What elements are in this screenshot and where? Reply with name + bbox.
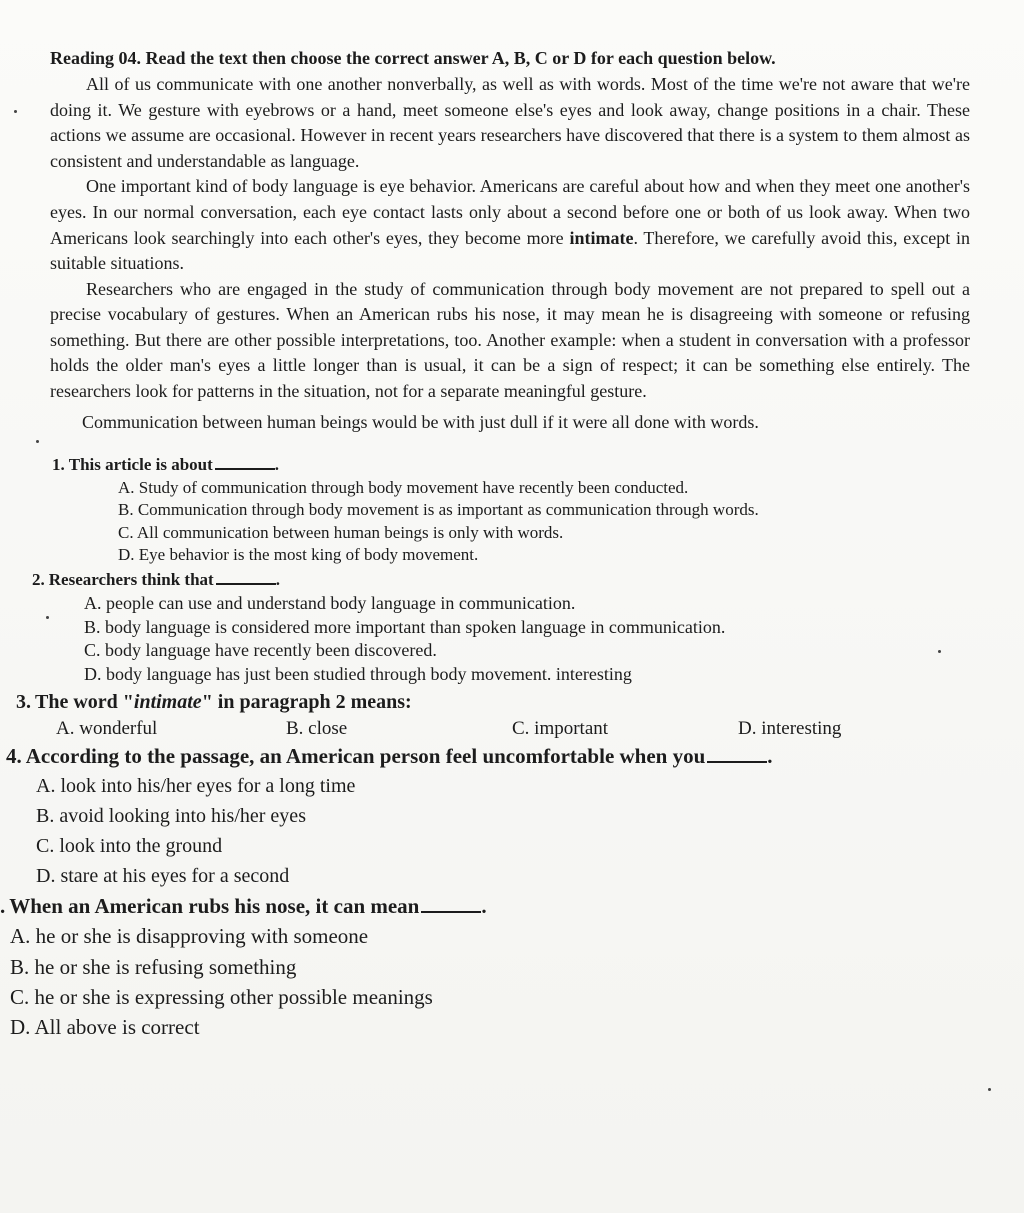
question-5-prompt xyxy=(0,893,970,921)
question-number: 1. xyxy=(52,454,65,474)
question-1 xyxy=(52,454,970,567)
question-3 xyxy=(16,689,970,741)
highlighted-word-intimate: intimate xyxy=(569,227,634,248)
option-a[interactable]: A. people can use and understand body language in communication. xyxy=(84,592,576,613)
passage-paragraph-4: Communication between human beings would be with just dull if it were all done with words. xyxy=(82,412,759,433)
question-4 xyxy=(6,743,970,891)
question-text: When an American rubs his nose, it can mean xyxy=(9,894,420,919)
question-end: . xyxy=(481,894,487,919)
question-number: 3. xyxy=(16,691,31,714)
answer-blank[interactable] xyxy=(215,454,275,470)
question-3-prompt xyxy=(16,689,970,716)
option-d[interactable]: D. Eye behavior is the most king of body movement. xyxy=(118,545,479,565)
option-a[interactable]: A. look into his/her eyes for a long time xyxy=(36,775,356,798)
option-d[interactable]: D. interesting xyxy=(738,717,842,739)
option-b[interactable]: B. Communication through body movement is as important as communication through words. xyxy=(118,500,759,520)
option-c[interactable]: C. important xyxy=(512,717,609,739)
question-2-options xyxy=(32,592,970,688)
option-b[interactable]: B. close xyxy=(286,717,348,739)
question-1-options xyxy=(52,477,970,567)
option-c[interactable]: C. All communication between human beings is only with words. xyxy=(118,522,564,542)
question-5 xyxy=(0,893,970,1043)
question-1-prompt xyxy=(52,454,970,477)
option-c[interactable]: C. look into the ground xyxy=(36,835,223,858)
option-b[interactable]: B. he or she is refusing something xyxy=(10,954,297,979)
answer-blank[interactable] xyxy=(216,569,276,585)
question-text: The word " xyxy=(35,691,134,714)
scan-speck xyxy=(14,110,17,113)
question-2 xyxy=(32,569,970,687)
passage-paragraph-3: Researchers who are engaged in the study of communication through body movement are not prepared to spell out a precise vocabulary of gestures. When an American rubs his nose, it may mean he is disagreeing with someone or refusing something. But there are other possible interpretations, too. Another example: when a student in conversation with a professor holds the older man's eyes a little longer than is usual, it can be a sign of respect; it can be something else entirely. The researchers look for patterns in the situation, not for a separate meaningful gesture. xyxy=(50,278,970,401)
option-a[interactable]: A. he or she is disapproving with someone xyxy=(10,924,369,949)
question-keyword: intimate xyxy=(133,691,202,714)
passage-paragraph-1: All of us communicate with one another nonverbally, as well as with words. Most of the time we're not aware that we're doing it. We gesture with eyebrows or a hand, meet someone else's eyes and look away, change positions in a chair. These actions we assume are occasional. However in recent years researchers have discovered that there is a system to them almost as consistent and understandable as language. xyxy=(50,74,970,171)
question-text: Researchers think that xyxy=(48,570,214,589)
question-4-prompt xyxy=(6,743,970,771)
answer-blank[interactable] xyxy=(707,747,767,763)
question-text: This article is about xyxy=(68,454,213,474)
passage-paragraph-2 xyxy=(50,174,970,276)
question-number: 4. xyxy=(6,744,22,769)
option-b[interactable]: B. body language is considered more important than spoken language in communication. xyxy=(84,616,726,637)
option-d[interactable]: D. body language has just been studied through body movement. interesting xyxy=(84,664,632,685)
passage-paragraph-2-text: One important kind of body language is eye behavior. Americans are careful about how and when they meet one another's eyes. In our normal conversation, each eye contact lasts only about a second before one or both of us look away. When two Americans look searchingly into each other's eyes, they become more xyxy=(50,176,970,248)
option-a[interactable]: A. Study of communication through body movement have recently been conducted. xyxy=(118,477,689,497)
page-content xyxy=(0,46,970,1043)
question-number: 2. xyxy=(32,570,45,589)
question-number: . xyxy=(0,894,6,919)
option-d[interactable]: D. stare at his eyes for a second xyxy=(36,865,290,888)
question-3-options xyxy=(16,716,970,741)
option-c[interactable]: C. he or she is expressing other possible meanings xyxy=(10,984,433,1009)
option-c[interactable]: C. body language have recently been discovered. xyxy=(84,640,437,661)
question-4-options xyxy=(6,771,970,891)
answer-blank[interactable] xyxy=(421,897,481,913)
question-end: . xyxy=(767,744,773,769)
scan-speck xyxy=(36,440,39,443)
question-end: . xyxy=(275,570,280,589)
question-5-options xyxy=(0,921,970,1043)
scan-speck xyxy=(988,1088,991,1091)
reading-title: Reading 04. Read the text then choose the correct answer A, B, C or D for each question below. xyxy=(50,48,776,68)
question-text-end: " in paragraph 2 means: xyxy=(201,691,412,714)
option-b[interactable]: B. avoid looking into his/her eyes xyxy=(36,805,306,828)
option-a[interactable]: A. wonderful xyxy=(56,717,158,739)
passage-paragraph-2-end: . Therefore, we carefully avoid this, except in suitable situations. xyxy=(50,227,970,274)
question-2-prompt xyxy=(32,569,970,592)
option-d[interactable]: D. All above is correct xyxy=(10,1015,200,1040)
question-end: . xyxy=(274,454,280,474)
question-text: According to the passage, an American person feel uncomfortable when you xyxy=(25,744,706,769)
